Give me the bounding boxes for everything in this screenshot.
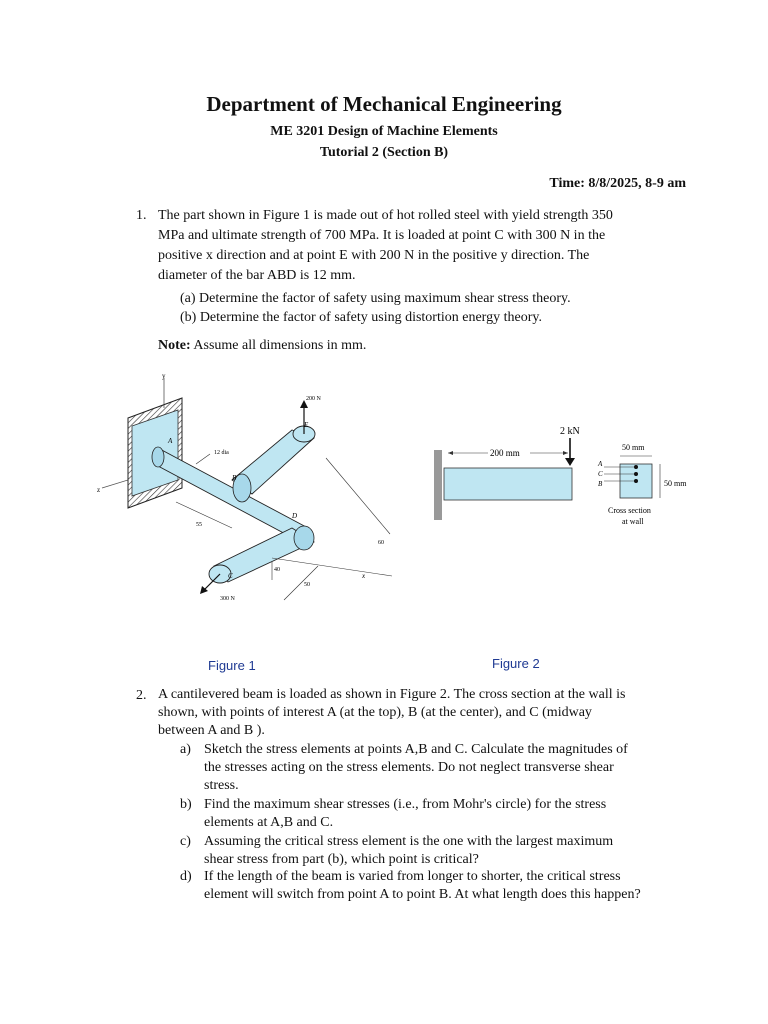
- figure-2-diagram: [430, 420, 710, 530]
- note-text: Assume all dimensions in mm.: [190, 338, 367, 353]
- q2-part-b: [204, 796, 606, 832]
- q2-part-c-marker: c): [180, 834, 191, 849]
- label-d: D: [292, 512, 298, 520]
- load-arrowhead: [565, 458, 575, 466]
- q2-part-d-marker: d): [180, 869, 192, 884]
- q2-part-a-line: stress.: [204, 778, 239, 793]
- q2-line: between A and B ).: [158, 723, 265, 738]
- q2-part-a-line: Sketch the stress elements at points A,B and C. Calculate the magnitudes of: [204, 742, 628, 757]
- q2-part-c-line: shear stress from part (b), which point is critical?: [204, 852, 479, 867]
- load-c-label: 300 N: [220, 596, 235, 602]
- dim-50-line: [284, 566, 318, 600]
- load-e-label: 200 N: [306, 396, 321, 402]
- length-arrow-left: [448, 451, 453, 455]
- cross-section-label-2: at wall: [622, 517, 644, 526]
- label-c: C: [228, 572, 233, 580]
- q2-part-c: [204, 833, 613, 869]
- point-a-dot: [634, 465, 638, 469]
- dim-40-label: 40: [274, 567, 280, 573]
- page-title: Department of Mechanical Engineering: [206, 92, 562, 116]
- q2-part-a-marker: a): [180, 742, 191, 757]
- cross-section-label-1: Cross section: [608, 506, 651, 515]
- shaft-end: [152, 447, 164, 467]
- q2-part-d-line: element will switch from point A to point B. At what length does this happen?: [204, 887, 641, 902]
- q2-part-b-line: elements at A,B and C.: [204, 815, 334, 830]
- q2-number: 2.: [136, 688, 147, 703]
- width-label: 50 mm: [622, 443, 645, 452]
- figure-2-caption: Figure 2: [492, 656, 540, 671]
- q1-part-b: (b) Determine the factor of safety using distortion energy theory.: [180, 310, 542, 325]
- length-label: 200 mm: [490, 448, 520, 458]
- wall: [434, 450, 442, 520]
- label-c: C: [598, 470, 603, 478]
- q2-part-c-line: Assuming the critical stress element is the one with the largest maximum: [204, 834, 614, 849]
- dim-60-label: 60: [378, 540, 384, 546]
- point-c-dot: [634, 472, 638, 476]
- x-axis-label: x: [362, 572, 366, 580]
- label-e: E: [304, 421, 309, 429]
- q1-number: 1.: [136, 208, 147, 223]
- label-dia: 12 dia: [214, 450, 229, 456]
- load-label: 2 kN: [560, 426, 580, 437]
- dim-60-line: [326, 458, 390, 534]
- q2-text: [158, 686, 625, 740]
- dim-55-line: [176, 502, 232, 528]
- q2-part-b-line: Find the maximum shear stresses (i.e., from Mohr's circle) for the stress: [204, 797, 607, 812]
- label-a: A: [598, 460, 603, 468]
- time-label: Time: 8/8/2025, 8-9 am: [549, 176, 686, 191]
- label-b: B: [232, 474, 237, 482]
- q2-part-a-line: the stresses acting on the stress elements. Do not neglect transverse shear: [204, 760, 614, 775]
- dim-55-label: 55: [196, 522, 202, 528]
- length-arrow-right: [563, 451, 568, 455]
- q2-part-a: [204, 741, 628, 795]
- q1-note: [158, 336, 366, 356]
- q1-line: The part shown in Figure 1 is made out of hot rolled steel with yield strength 350: [158, 208, 613, 223]
- tutorial-title: Tutorial 2 (Section B): [319, 145, 449, 160]
- height-label: 50 mm: [664, 479, 687, 488]
- note-label: Note:: [158, 338, 191, 353]
- q2-line: A cantilevered beam is loaded as shown in Figure 2. The cross section at the wall is: [158, 687, 626, 702]
- q1-text: [158, 206, 613, 286]
- z-axis-line: [102, 480, 128, 488]
- label-b: B: [598, 480, 603, 488]
- beam: [444, 468, 572, 500]
- figure-1-caption: Figure 1: [208, 658, 256, 673]
- q1-part-a: (a) Determine the factor of safety using maximum shear stress theory.: [180, 291, 571, 306]
- label-a: A: [168, 437, 173, 445]
- q2-part-d-line: If the length of the beam is varied from longer to shorter, the critical stress: [204, 869, 621, 884]
- q2-part-d: [204, 868, 641, 904]
- q1-line: positive x direction and at point E with 200 N in the positive y direction. The: [158, 248, 590, 263]
- collar-d: [294, 526, 314, 550]
- z-axis-label: z: [97, 486, 101, 494]
- q1-line: MPa and ultimate strength of 700 MPa. It is loaded at point C with 300 N in the: [158, 228, 606, 243]
- point-b-dot: [634, 479, 638, 483]
- q2-line: shown, with points of interest A (at the top), B (at the center), and C (midway: [158, 705, 592, 720]
- figure-1-diagram: [92, 368, 412, 608]
- q1-line: diameter of the bar ABD is 12 mm.: [158, 268, 356, 283]
- x-axis-line: [272, 558, 392, 576]
- dim-50-label: 50: [304, 582, 310, 588]
- course-title: ME 3201 Design of Machine Elements: [270, 124, 498, 139]
- dia-leader: [196, 454, 210, 464]
- y-axis-label: y: [162, 372, 166, 380]
- q2-part-b-marker: b): [180, 797, 192, 812]
